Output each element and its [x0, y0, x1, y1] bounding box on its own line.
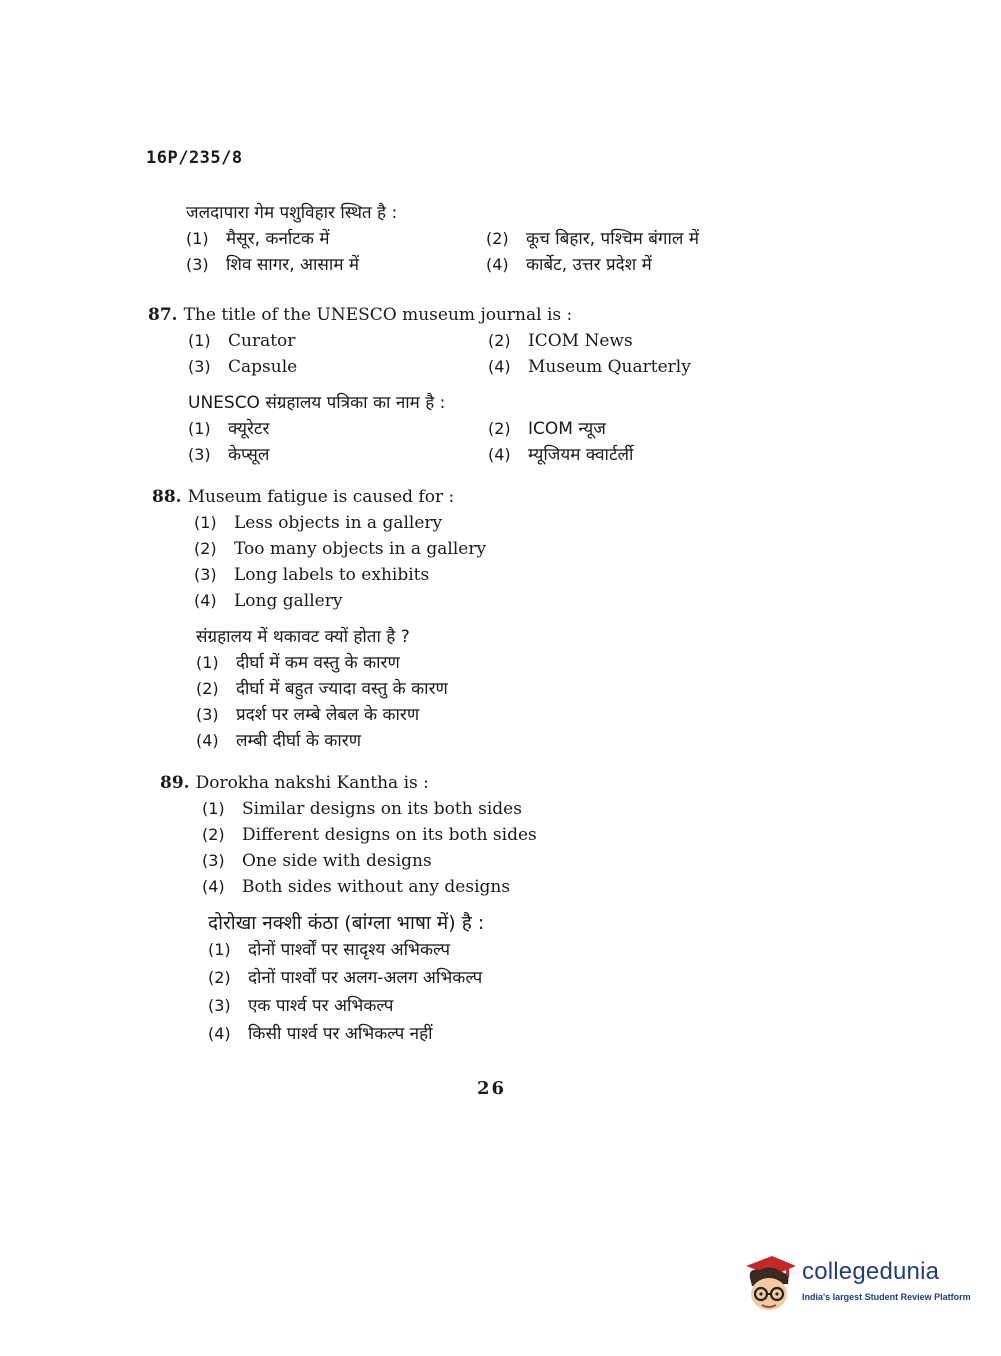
question-87: [148, 302, 788, 468]
option-1: (1) मैसूर, कर्नाटक में: [186, 229, 330, 249]
mascot-icon: [742, 1252, 798, 1314]
option-3: (3) शिव सागर, आसाम में: [186, 255, 360, 275]
option-2: (2) दोनों पार्श्वों पर अलग-अलग अभिकल्प: [208, 968, 483, 988]
options-grid-hindi: [188, 416, 788, 468]
options-list: [194, 510, 596, 614]
collegedunia-logo: [742, 1252, 972, 1314]
question-stem: 87. The title of the UNESCO museum journal is :: [148, 305, 573, 325]
options-grid: [186, 226, 786, 278]
option-2: (2) कूच बिहार, पश्चिम बंगाल में: [486, 229, 699, 249]
option-4: (4) किसी पार्श्व पर अभिकल्प नहीं: [208, 1024, 433, 1044]
question-stem-hindi: UNESCO संग्रहालय पत्रिका का नाम है :: [188, 393, 446, 413]
question-stem: 88. Museum fatigue is caused for :: [152, 487, 455, 507]
page-number: 26: [477, 1078, 507, 1099]
option-3: (3) केप्सूल: [188, 445, 270, 465]
question-86-hindi: [186, 200, 786, 278]
brand-name: collegedunia: [802, 1258, 940, 1285]
option-2: (2) दीर्घा में बहुत ज्यादा वस्तु के कारण: [196, 679, 448, 699]
option-4: (4) Museum Quarterly: [488, 357, 691, 377]
option-1: (1) क्यूरेटर: [188, 419, 270, 439]
question-stem-hindi: दोरोखा नक्शी कंठा (बांग्ला भाषा में) है :: [208, 912, 485, 934]
option-2: (2) Too many objects in a gallery: [194, 539, 487, 559]
option-3: (3) One side with designs: [202, 851, 432, 871]
question-stem: जलदापारा गेम पशुविहार स्थित है :: [186, 203, 398, 223]
option-2: (2) ICOM News: [488, 331, 633, 351]
option-2: (2) Different designs on its both sides: [202, 825, 537, 845]
options-list: [202, 796, 608, 900]
option-1: (1) Curator: [188, 331, 296, 351]
option-4: (4) लम्बी दीर्घा के कारण: [196, 731, 362, 751]
option-1: (1) Similar designs on its both sides: [202, 799, 522, 819]
option-2: (2) ICOM न्यूज: [488, 419, 606, 439]
options-grid: [188, 328, 788, 380]
options-list-hindi: [208, 936, 608, 1048]
option-3: (3) Capsule: [188, 357, 298, 377]
option-4: (4) Long gallery: [194, 591, 343, 611]
option-4: (4) म्यूजियम क्वार्टर्ली: [488, 445, 634, 465]
options-list-hindi: [196, 650, 596, 754]
option-1: (1) Less objects in a gallery: [194, 513, 443, 533]
option-3: (3) प्रदर्श पर लम्बे लेबल के कारण: [196, 705, 420, 725]
question-89: [160, 770, 608, 1048]
option-3: (3) Long labels to exhibits: [194, 565, 430, 585]
option-4: (4) कार्बेट, उत्तर प्रदेश में: [486, 255, 652, 275]
paper-code: 16P/235/8: [146, 148, 243, 168]
brand-tagline: India's largest Student Review Platform: [802, 1292, 971, 1302]
question-88: [152, 484, 596, 754]
option-3: (3) एक पार्श्व पर अभिकल्प: [208, 996, 394, 1016]
option-1: (1) दोनों पार्श्वों पर सादृश्य अभिकल्प: [208, 940, 450, 960]
option-4: (4) Both sides without any designs: [202, 877, 511, 897]
question-stem-hindi: संग्रहालय में थकावट क्यों होता है ?: [196, 627, 410, 647]
question-stem: 89. Dorokha nakshi Kantha is :: [160, 773, 429, 793]
option-1: (1) दीर्घा में कम वस्तु के कारण: [196, 653, 400, 673]
